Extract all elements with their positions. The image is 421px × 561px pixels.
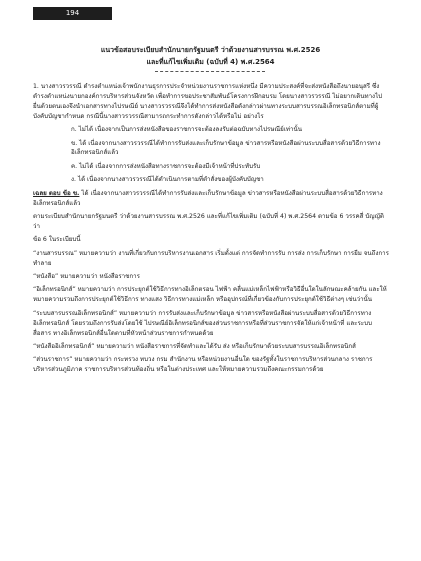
title-line-2: และที่แก้ไขเพิ่มเติม (ฉบับที่ 4) พ.ศ.2564 — [146, 58, 275, 66]
definition-item: “งานสารบรรณ” หมายความว่า งานที่เกี่ยวกับการบริหารงานเอกสาร เริ่มตั้งแต่ การจัดทำการรับ การส่ง การเก็บรักษา การยืม จนถึงการทำลาย — [33, 249, 389, 267]
option-a: ก. ไม่ได้ เนื่องจากเป็นการส่งหนังสือของราชการจะต้องลงรับต่อฉบับทางไปรษณีย์เท่านั้น — [71, 126, 302, 134]
explanation-clause: ข้อ 6 ในระเบียบนี้ — [33, 236, 81, 244]
option-c: ค. ไม่ได้ เนื่องจากการส่งหนังสือทางราชการจะต้องมีเจ้าหน้าที่ประทับรับ — [71, 162, 261, 170]
document-title — [0, 44, 421, 68]
explanation-ref: ตามระเบียบสำนักนายกรัฐมนตรี ว่าด้วยงานสารบรรณ พ.ศ.2526 และที่แก้ไขเพิ่มเติม (ฉบับที่ 4) พ.ศ.2564 ตามข้อ 6 วรรคสี่ บัญญัติว่า — [33, 212, 384, 230]
definition-item: “ระบบสารบรรณอิเล็กทรอนิกส์” หมายความว่า การรับส่งและเก็บรักษาข้อมูล ข่าวสารหรือหนังสือผ่านระบบสื่อสารด้วยวิธีการทางอิเล็กทรอนิกส์ โดยรวมถึงการรับส่งโดยใช้ ไปรษณีย์อิเล็กทรอนิกส์ของส่วนราชการหรือที่ส่วนราชการจัดให้แก่เจ้าหน้าที่ และระบบสื่อสาร ทางอิเล็กทรอนิกส์อื่นใดตามที่หัวหน้าส่วนราชการกำหนดด้วย — [33, 309, 372, 337]
question-stem: 1. นางสาวรวรรณี ดำรงตำแหน่งเจ้าพนักงานธุรการประจำหน่วยงานราชการแห่งหนึ่ง มีความประสงค์ที่จะส่งหนังสือถึงนายอนุสรี ซึ่งดำรงตำแหน่งนายกองค์การบริหารส่วนจังหวัด เพื่อทำการขอประชาสัมพันธ์โครงการฝึกอบรม โดยนางสาวรวรรณี ไม่อยากเดินทางไปยื่นด้วยตนเองจึงนำเอกสารทางไปรษณีย์ นางสาวรวรรณีจึงได้ทำการส่งหนังสือดังกล่าวผ่านทางระบบสารบรรณอิเล็กทรอนิกส์ตามที่ผู้บังคับบัญชากำหนด กรณีนี้นางสาวรวรรณีสามารถกระทำการดังกล่าวได้หรือไม่ อย่างไร — [33, 83, 383, 120]
definition-item: “หนังสืออิเล็กทรอนิกส์” หมายความว่า หนังสือราชการที่จัดทำและได้รับ ส่ง หรือเก็บรักษาด้วยระบบสารบรรณอิเล็กทรอนิกส์ — [33, 342, 356, 350]
answer-block — [33, 189, 389, 209]
title-divider — [155, 71, 265, 72]
definition-item: “อิเล็กทรอนิกส์” หมายความว่า การประยุกต์ใช้วิธีการทางอิเล็กตรอน ไฟฟ้า คลื่นแม่เหล็กไฟฟ้าหรือวิธีอื่นใดในลักษณะคล้ายกัน และให้หมายความรวมถึงการประยุกต์ใช้วิธีการ ทางแสง วิธีการทางแม่เหล็ก หรืออุปกรณ์ที่เกี่ยวข้องกับการประยุกต์ใช้วิธีต่างๆ เช่นว่านั้น — [33, 286, 387, 304]
definition-item: “ส่วนราชการ” หมายความว่า กระทรวง ทบวง กรม สำนักงาน หรือหน่วยงานอื่นใด ของรัฐทั้งในราชการบริหารส่วนกลาง ราชการบริหารส่วนภูมิภาค ราชการบริหารส่วนท้องถิ่น หรือในต่างประเทศ และให้หมายความรวมถึงคณะกรรมการด้วย — [33, 356, 373, 374]
definition-item: “หนังสือ” หมายความว่า หนังสือราชการ — [33, 273, 140, 280]
option-b: ข. ได้ เนื่องจากนางสาวรวรรณีได้ทำการรับส่งและเก็บรักษาข้อมูล ข่าวสารหรือหนังสือผ่านระบบสื่อสารด้วยวิธีการทางอิเล็กทรอนิกส์แล้ว — [71, 139, 381, 157]
option-d: ง. ได้ เนื่องจากนางสาวรวรรณีได้ดำเนินการตามที่ตำสั่งของผู้บังคับบัญชา — [71, 176, 264, 184]
title-line-1: แนวข้อสอบระเบียบสำนักนายกรัฐมนตรี ว่าด้วยงานสารบรรณ พ.ศ.2526 — [100, 46, 321, 54]
document-body — [33, 82, 389, 379]
answer-label: เฉลย ตอบ ข้อ ข. — [33, 189, 80, 197]
answer-text: ได้ เนื่องจากนางสาวรวรรณีได้ทำการรับส่งและเก็บรักษาข้อมูล ข่าวสารหรือหนังสือผ่านระบบสื่อสารด้วยวิธีการทางอิเล็กทรอนิกส์แล้ว — [33, 189, 383, 207]
page-number-badge: 194 — [33, 7, 112, 20]
